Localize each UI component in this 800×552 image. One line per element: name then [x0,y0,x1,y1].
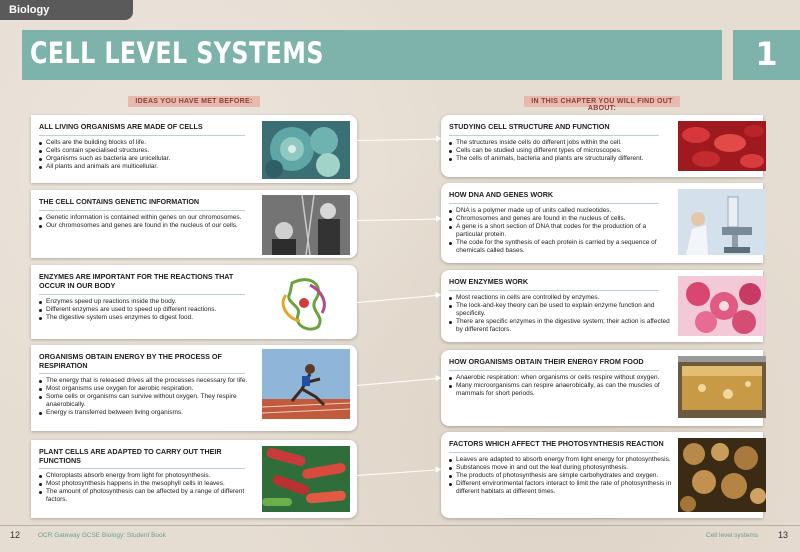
card-bullets [39,377,254,417]
card-bullets [449,207,674,255]
fermentation-tank-photo-icon [678,356,766,418]
card-title: HOW DNA AND GENES WORK [449,190,554,199]
bullet: Cells are the building blocks of life. [39,139,254,147]
bullet: Genetic information is contained within genes on our chromosomes. [39,214,254,222]
chapter-number: 1 [733,30,800,80]
card-title: ENZYMES ARE IMPORTANT FOR THE REACTIONS THAT OCCUR IN OUR BODY [39,272,234,290]
left-card-cells [31,115,357,183]
right-card-energy-food [441,350,763,426]
bullet: The digestive system uses enzymes to digest food. [39,314,254,322]
arrow-4 [357,378,441,386]
bullet: All plants and animals are multicellular. [39,163,254,171]
bullet: Cells can be studied using different types of microscopes. [449,147,674,155]
card-rule [39,135,245,136]
card-rule [449,452,659,453]
bullet: Organisms such as bacteria are unicellular. [39,155,254,163]
book-title: OCR Gateway GCSE Biology: Student Book [38,532,166,539]
right-card-photosynthesis [441,432,763,518]
bullet: The lock-and-key theory can be used to explain enzyme function and specificity. [449,302,674,318]
bullet: Energy is transferred between living organisms. [39,409,254,417]
bullet: The cells of animals, bacteria and plants are structurally different. [449,155,674,163]
card-rule [39,468,245,469]
red-blood-cells-photo-icon [678,121,766,171]
card-bullets [449,139,674,163]
left-card-plant-cells [31,440,357,518]
right-card-enzymes-work [441,270,763,342]
card-rule [39,294,245,295]
bullet: Most photosynthesis happens in the mesophyll cells in leaves. [39,480,254,488]
card-title: ALL LIVING ORGANISMS ARE MADE OF CELLS [39,122,203,131]
bullet: The amount of photosynthesis can be affected by a range of different factors. [39,488,254,504]
card-bullets [39,214,254,230]
left-card-enzymes [31,265,357,339]
bullet: A gene is a short section of DNA that codes for the production of a particular protein. [449,223,674,239]
bullet: Most reactions in cells are controlled by enzymes. [449,294,674,302]
page-number-left: 12 [10,530,21,540]
bullet: Enzymes speed up reactions inside the body. [39,298,254,306]
yeast-cells-photo-icon [678,438,766,512]
scientists-dna-model-photo-icon [262,195,350,255]
plant-cell-micrograph-icon [262,121,350,179]
right-card-dna-genes [441,183,763,263]
bullet: Chromosomes and genes are found in the nucleus of cells. [449,215,674,223]
card-title: STUDYING CELL STRUCTURE AND FUNCTION [449,122,610,131]
subject-tab [0,0,133,20]
arrow-1 [357,139,441,141]
card-rule [39,210,245,211]
card-title: THE CELL CONTAINS GENETIC INFORMATION [39,197,200,206]
left-card-genetic [31,190,357,258]
card-bullets [39,472,254,504]
card-rule [449,203,659,204]
bullet: Most organisms use oxygen for aerobic respiration. [39,385,254,393]
left-card-respiration [31,345,357,431]
bullet: There are specific enzymes in the digestive system; their action is affected by different factors. [449,318,674,334]
bullet: Many microorganisms can respire anaerobically, as can the muscles of mammals for short periods. [449,382,674,398]
chapter-name: Cell level systems [706,532,759,539]
bullet: Anaerobic respiration: when organisms or cells respire without oxygen. [449,374,674,382]
bullet: The code for the synthesis of each protein is carried by a sequence of chemicals called bases. [449,239,674,255]
bullet: The energy that is released drives all the processes necessary for life. [39,377,254,385]
page-number-right: 13 [778,530,789,540]
card-bullets [449,374,674,398]
bullet: The structures inside cells do different jobs within the cell. [449,139,674,147]
card-title: PLANT CELLS ARE ADAPTED TO CARRY OUT THEIR FUNCTIONS [39,447,222,465]
bullet: Leaves are adapted to absorb energy from light energy for photosynthesis. [449,456,674,464]
card-title: ORGANISMS OBTAIN ENERGY BY THE PROCESS OF RESPIRATION [39,352,222,370]
card-rule [449,135,659,136]
bullet: Substances move in and out the leaf during photosynthesis. [449,464,674,472]
bullet: Our chromosomes and genes are found in the nucleus of our cells. [39,222,254,230]
subject-label: Biology [9,4,50,16]
card-title: HOW ENZYMES WORK [449,277,529,286]
card-rule [39,373,245,374]
card-bullets [39,298,254,322]
title-bar [22,30,722,80]
sprinter-photo-icon [262,349,350,419]
arrow-2 [357,219,441,221]
page-title: CELL LEVEL SYSTEMS [30,36,324,70]
bullet: Different enzymes are used to speed up different reactions. [39,306,254,314]
bullet: Different environmental factors interact to limit the rate of photosynthesis in different habitats at different times. [449,480,674,496]
bullet: DNA is a polymer made up of units called nucleotides. [449,207,674,215]
bullet: Cells contain specialised structures. [39,147,254,155]
ideas-met-before-label: IDEAS YOU HAVE MET BEFORE: [128,96,260,107]
arrow-5 [357,469,441,476]
card-bullets [449,294,674,334]
right-card-cell-structure [441,115,763,177]
footer-rule [0,525,800,526]
card-bullets [449,456,674,496]
card-title: FACTORS WHICH AFFECT THE PHOTOSYNTHESIS REACTION [449,439,664,448]
bullet: The products of photosynthesis are simple carbohydrates and oxygen. [449,472,674,480]
card-bullets [39,139,254,171]
enzyme-protein-structure-icon [262,273,350,333]
red-green-cells-photo-icon [262,446,350,512]
bullet: Chloroplasts absorb energy from light for photosynthesis. [39,472,254,480]
card-rule [449,290,659,291]
arrow-3 [357,295,441,303]
bullet: Some cells or organisms can survive without oxygen. They respire anaerobically. [39,393,254,409]
find-out-about-label: IN THIS CHAPTER YOU WILL FIND OUT ABOUT: [524,96,680,107]
card-title: HOW ORGANISMS OBTAIN THEIR ENERGY FROM FOOD [449,357,644,366]
pink-enzyme-blobs-photo-icon [678,276,766,336]
lab-microscope-photo-icon [678,189,766,255]
card-rule [449,370,659,371]
